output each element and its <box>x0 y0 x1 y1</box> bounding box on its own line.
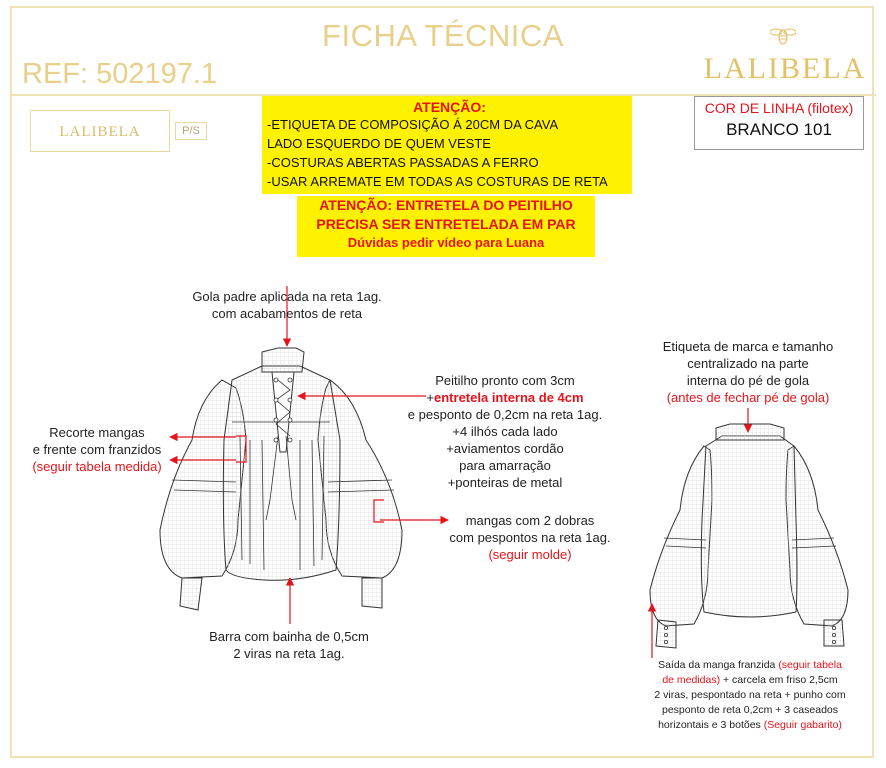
warning-line-2: PRECISA SER ENTRETELADA EM PAR <box>316 216 576 232</box>
hem-line-1: Barra com bainha de 0,5cm <box>209 629 369 644</box>
brand-label-line-3: interna do pé de gola <box>686 373 810 388</box>
placket-line-7: +ponteiras de metal <box>447 475 563 490</box>
brand-label-line-1: Etiqueta de marca e tamanho <box>662 339 834 354</box>
sleeve-folds-line-2: com pespontos na reta 1ag. <box>449 530 611 545</box>
placket-line-2 <box>390 389 620 406</box>
front-blouse-drawing <box>160 348 402 610</box>
collar-annotation <box>162 288 412 322</box>
reference-code: REF: 502197.1 <box>22 58 218 90</box>
placket-line-6: para amarração <box>459 458 551 473</box>
placket-annotation <box>390 372 620 491</box>
cuff-text-a: Saída da manga franzida <box>658 659 779 671</box>
sleeve-cut-line-1: Recorte mangas <box>49 425 145 440</box>
cuff-text-d: + carcela em friso 2,5cm <box>720 674 838 686</box>
sleeve-folds-line-3: (seguir molde) <box>488 547 572 562</box>
collar-line-1: Gola padre aplicada na reta 1ag. <box>192 289 382 304</box>
brand-label-line-2: centralizado na parte <box>687 356 809 371</box>
cuff-text-h: (Seguir gabarito) <box>763 719 842 731</box>
thread-color-label: COR DE LINHA (filotex) <box>704 100 854 116</box>
warning-line-1: ATENÇÃO: ENTRETELA DO PEITILHO <box>319 197 573 213</box>
back-blouse-drawing <box>650 424 848 648</box>
sleeve-cut-line-3: (seguir tabela medida) <box>32 459 162 474</box>
sleeve-cut-line-2: e frente com franzidos <box>32 442 162 457</box>
back-collar <box>716 424 784 440</box>
cuff-text-c: de medidas) <box>662 674 721 686</box>
brand-label-line-4: (antes de fechar pé de gola) <box>666 390 830 405</box>
label-preview-size: P/S <box>175 122 207 140</box>
sleeve-folds-line-1: mangas com 2 dobras <box>465 513 595 528</box>
thread-color-value: BRANCO 101 <box>726 120 832 139</box>
cuff-line-2 <box>630 673 870 688</box>
placket-line-3: e pesponto de 0,2cm na reta 1ag. <box>407 407 603 422</box>
placket-line-5: +aviamentos cordão <box>446 441 564 456</box>
placket-line-1: Peitilho pronto com 3cm <box>435 373 575 388</box>
attention-heading: ATENÇÃO: <box>413 99 486 115</box>
cuff-line-4: pesponto de reta 0,2cm + 3 caseados <box>662 704 838 716</box>
cuff-line-3: 2 viras, pespontado na reta + punho com <box>654 689 846 701</box>
placket-line-4: +4 ilhós cada lado <box>452 424 558 439</box>
sleeve-cut-annotation <box>12 424 182 475</box>
brand-label-annotation <box>640 338 856 406</box>
front-left-cuff <box>180 578 202 610</box>
cuff-line-1 <box>630 658 870 673</box>
cuff-annotation <box>630 658 870 733</box>
cuff-text-b: (seguir tabela <box>778 659 842 671</box>
back-body <box>701 436 797 617</box>
warning-line-3: Dúvidas pedir vídeo para Luana <box>347 235 545 250</box>
cuff-text-g: horizontais e 3 botões <box>658 719 764 731</box>
label-preview-brand: LALIBELA <box>30 110 170 152</box>
sleeve-folds-annotation <box>430 512 630 563</box>
brand-logo: LALIBELA <box>703 52 867 85</box>
front-right-cuff <box>362 578 382 608</box>
hem-line-2: 2 viras na reta 1ag. <box>233 646 345 661</box>
page-title: FICHA TÉCNICA <box>322 18 564 53</box>
collar-line-2: com acabamentos de reta <box>211 306 363 321</box>
attention-line: -ETIQUETA DE COMPOSIÇÃO Á 20CM DA CAVA <box>267 117 559 132</box>
attention-line: LADO ESQUERDO DE QUEM VESTE <box>267 136 491 151</box>
attention-line: -COSTURAS ABERTAS PASSADAS A FERRO <box>267 155 539 170</box>
placket-interfacing: entretela interna de 4cm <box>434 390 584 405</box>
cuff-line-5 <box>630 718 870 733</box>
placket-prefix: + <box>426 390 435 405</box>
hem-annotation <box>184 628 394 662</box>
attention-line: -USAR ARREMATE EM TODAS AS COSTURAS DE RETA <box>267 174 608 189</box>
front-collar <box>262 348 304 372</box>
